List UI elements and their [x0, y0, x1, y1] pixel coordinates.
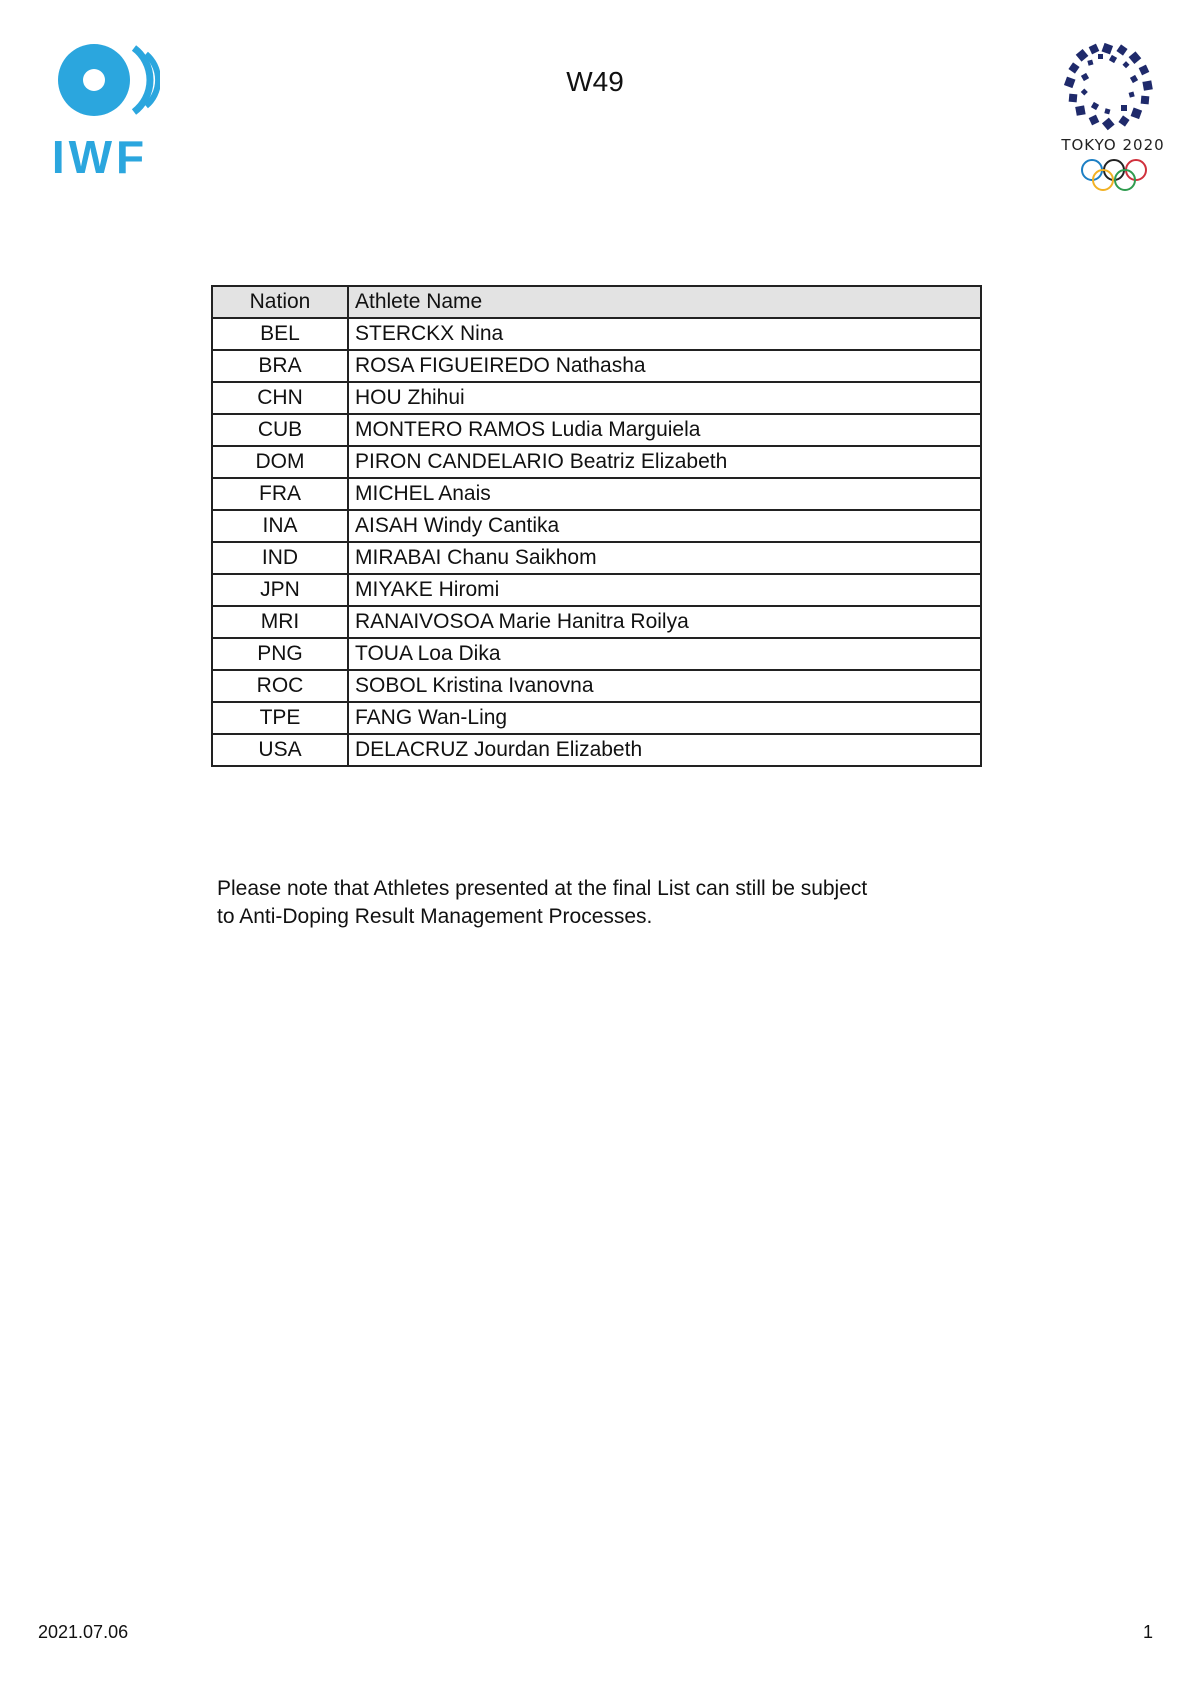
athlete-name-cell: AISAH Windy Cantika [348, 510, 981, 542]
note-line-2: to Anti-Doping Result Management Processes. [217, 905, 653, 928]
nation-cell: ROC [212, 670, 348, 702]
athlete-name-cell: PIRON CANDELARIO Beatriz Elizabeth [348, 446, 981, 478]
nation-cell: BEL [212, 318, 348, 350]
nation-cell: BRA [212, 350, 348, 382]
page-number: 1 [1142, 1622, 1153, 1642]
table-row [212, 414, 981, 446]
athlete-table [211, 285, 982, 767]
column-header-nation: Nation [212, 286, 348, 318]
athlete-name-cell: SOBOL Kristina Ivanovna [348, 670, 981, 702]
tokyo-logo-text: TOKYO 2020 [1061, 136, 1165, 154]
table-row [212, 510, 981, 542]
table-row [212, 638, 981, 670]
tokyo-emblem-icon [1058, 40, 1168, 135]
nation-cell: IND [212, 542, 348, 574]
page-title: W49 [566, 66, 624, 97]
table-header-row [212, 286, 981, 318]
athlete-name-cell: RANAIVOSOA Marie Hanitra Roilya [348, 606, 981, 638]
table-row [212, 382, 981, 414]
athlete-name-cell: MICHEL Anais [348, 478, 981, 510]
table-row [212, 574, 981, 606]
nation-cell: INA [212, 510, 348, 542]
athlete-name-cell: MIYAKE Hiromi [348, 574, 981, 606]
table-row [212, 734, 981, 766]
note-line-1: Please note that Athletes presented at the final List can still be subject [217, 877, 868, 900]
table-row [212, 702, 981, 734]
tokyo-2020-logo [1058, 40, 1168, 200]
nation-cell: DOM [212, 446, 348, 478]
athlete-name-cell: STERCKX Nina [348, 318, 981, 350]
column-header-athlete-name: Athlete Name [348, 286, 981, 318]
table-row [212, 606, 981, 638]
nation-cell: TPE [212, 702, 348, 734]
athlete-name-cell: MIRABAI Chanu Saikhom [348, 542, 981, 574]
nation-cell: CUB [212, 414, 348, 446]
athlete-name-cell: DELACRUZ Jourdan Elizabeth [348, 734, 981, 766]
nation-cell: JPN [212, 574, 348, 606]
nation-cell: CHN [212, 382, 348, 414]
table-row [212, 350, 981, 382]
athlete-name-cell: FANG Wan-Ling [348, 702, 981, 734]
nation-cell: MRI [212, 606, 348, 638]
table-row [212, 670, 981, 702]
nation-cell: USA [212, 734, 348, 766]
athlete-name-cell: HOU Zhihui [348, 382, 981, 414]
iwf-logo-text: IWF [51, 131, 149, 183]
table-row [212, 542, 981, 574]
nation-cell: PNG [212, 638, 348, 670]
footer-date: 2021.07.06 [38, 1622, 129, 1642]
olympic-rings-icon [1058, 156, 1168, 196]
table-row [212, 318, 981, 350]
table-row [212, 446, 981, 478]
nation-cell: FRA [212, 478, 348, 510]
table-row [212, 478, 981, 510]
athlete-name-cell: MONTERO RAMOS Ludia Marguiela [348, 414, 981, 446]
athlete-name-cell: ROSA FIGUEIREDO Nathasha [348, 350, 981, 382]
athlete-name-cell: TOUA Loa Dika [348, 638, 981, 670]
anti-doping-note [217, 875, 997, 931]
iwf-logo [50, 40, 160, 183]
